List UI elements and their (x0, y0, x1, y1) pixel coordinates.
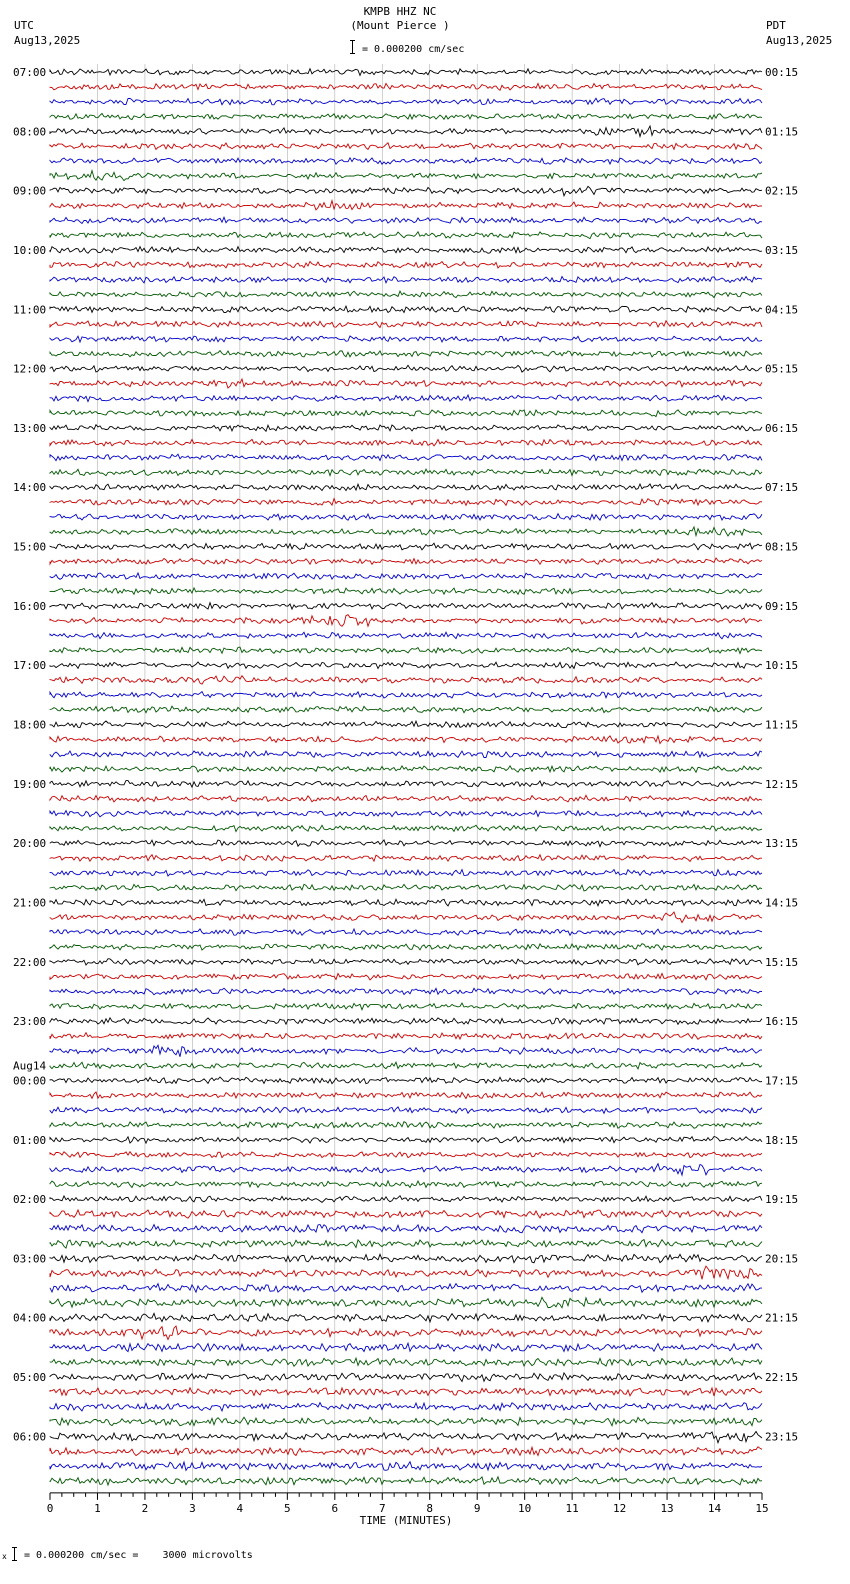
trace-line (50, 336, 762, 342)
trace-line (50, 1225, 762, 1233)
pdt-time-label: 14:15 (765, 896, 799, 910)
utc-hour-label: 01:00 (13, 1133, 47, 1147)
trace-line (50, 781, 762, 788)
trace-line (50, 1003, 762, 1010)
trace-line (50, 469, 762, 476)
trace-line (50, 855, 762, 862)
trace-line (50, 143, 762, 150)
trace-line (50, 929, 762, 935)
pdt-time-label: 00:15 (765, 66, 799, 79)
trace-line (50, 84, 762, 91)
x-tick-label: 14 (707, 1501, 722, 1515)
trace-line (50, 69, 762, 76)
pdt-time-label: 09:15 (765, 599, 799, 613)
trace-line (50, 514, 762, 521)
trace-line (50, 439, 762, 446)
trace-line (50, 1240, 762, 1249)
pdt-time-label: 21:15 (765, 1311, 799, 1325)
x-axis-title: TIME (MINUTES) (359, 1513, 453, 1527)
trace-line (50, 1062, 762, 1069)
trace-line (50, 321, 762, 328)
utc-hour-label: 14:00 (13, 481, 47, 495)
trace-line (50, 974, 762, 980)
trace-line (50, 1326, 762, 1340)
trace-line (50, 379, 762, 388)
x-tick-label: 13 (660, 1501, 674, 1515)
trace-line (50, 543, 762, 550)
trace-line (50, 1358, 762, 1366)
x-tick-label: 5 (284, 1501, 291, 1515)
trace-line (50, 573, 762, 579)
utc-hour-label: 22:00 (13, 955, 47, 969)
x-tick-label: 15 (755, 1501, 769, 1515)
trace-line (50, 1077, 762, 1084)
trace-line (50, 306, 762, 312)
trace-line (50, 1403, 762, 1411)
trace-line (50, 1045, 762, 1057)
trace-line (50, 1432, 762, 1443)
trace-line (50, 944, 762, 951)
pdt-time-label: 10:15 (765, 659, 799, 673)
right-timezone: PDT (766, 19, 786, 32)
trace-line (50, 1284, 762, 1293)
trace-line (50, 662, 762, 669)
pdt-time-label: 08:15 (765, 540, 799, 554)
trace-line (50, 1152, 762, 1158)
x-tick-label: 10 (518, 1501, 532, 1515)
trace-line (50, 825, 762, 831)
trace-line (50, 201, 762, 210)
utc-hour-label: 11:00 (13, 303, 47, 317)
pdt-time-label: 06:15 (765, 421, 799, 435)
utc-hour-label: 00:00 (13, 1074, 47, 1088)
trace-line (50, 751, 762, 758)
pdt-time-label: 23:15 (765, 1430, 799, 1444)
trace-line (50, 1388, 762, 1396)
trace-line (50, 988, 762, 995)
utc-hour-label: 19:00 (13, 777, 47, 791)
utc-hour-label: 12:00 (13, 362, 47, 376)
trace-line (50, 1462, 762, 1471)
trace-line (50, 98, 762, 105)
utc-hour-label: 09:00 (13, 184, 47, 198)
trace-line (50, 840, 762, 847)
trace-line (50, 632, 762, 639)
trace-line (50, 1373, 762, 1382)
trace-line (50, 1254, 762, 1263)
trace-line (50, 171, 762, 181)
trace-line (50, 395, 762, 402)
pdt-time-label: 15:15 (765, 955, 799, 969)
trace-line (50, 277, 762, 283)
trace-line (50, 588, 762, 594)
trace-line (50, 158, 762, 164)
corner-mark: x (2, 1552, 7, 1561)
trace-line (50, 410, 762, 417)
x-tick-label: 12 (612, 1501, 627, 1515)
trace-line (50, 959, 762, 965)
utc-hour-label: 23:00 (13, 1015, 47, 1029)
pdt-time-label: 22:15 (765, 1371, 799, 1385)
trace-line (50, 1137, 762, 1144)
trace-line (50, 186, 762, 196)
trace-line (50, 899, 762, 906)
utc-hour-label: 17:00 (13, 659, 47, 673)
pdt-time-label: 13:15 (765, 837, 799, 851)
pdt-time-label: 11:15 (765, 718, 799, 732)
trace-line (50, 499, 762, 506)
pdt-time-label: 04:15 (765, 303, 799, 317)
trace-line (50, 676, 762, 684)
x-tick-label: 0 (46, 1501, 54, 1515)
trace-line (50, 114, 762, 120)
pdt-time-label: 02:15 (765, 184, 799, 198)
trace-line (50, 1447, 762, 1456)
station-name: (Mount Pierce ) (350, 19, 450, 32)
trace-line (50, 454, 762, 460)
trace-line (50, 1313, 762, 1322)
trace-line (50, 425, 762, 432)
trace-line (50, 291, 762, 298)
pdt-time-label: 20:15 (765, 1252, 799, 1266)
left-timezone: UTC (14, 19, 34, 32)
trace-line (50, 1196, 762, 1203)
trace-line (50, 232, 762, 239)
x-tick-label: 8 (426, 1501, 434, 1515)
utc-hour-label: 05:00 (13, 1371, 47, 1385)
trace-line (50, 1092, 762, 1099)
utc-hour-label: 13:00 (13, 421, 47, 435)
trace-line (50, 1297, 762, 1308)
trace-line (50, 217, 762, 223)
trace-line (50, 558, 762, 564)
trace-line (50, 1107, 762, 1113)
trace-line (50, 1210, 762, 1218)
right-date: Aug13,2025 (766, 34, 833, 47)
trace-line (50, 1164, 762, 1175)
pdt-time-label: 01:15 (765, 125, 799, 139)
footer-scale-note: = 0.000200 cm/sec = 3000 microvolts (24, 1550, 253, 1561)
pdt-time-label: 07:15 (765, 481, 799, 495)
pdt-time-label: 03:15 (765, 243, 799, 257)
trace-line (50, 766, 762, 772)
trace-line (50, 736, 762, 744)
utc-hour-label: 08:00 (13, 125, 47, 139)
trace-line (50, 603, 762, 609)
trace-line (50, 1266, 762, 1279)
x-tick-label: 1 (94, 1501, 101, 1515)
trace-line (50, 1417, 762, 1426)
utc-hour-label: 20:00 (13, 837, 47, 851)
trace-line (50, 351, 762, 358)
station-title: KMPB HHZ NC (363, 5, 437, 18)
trace-line (50, 912, 762, 923)
trace-line (50, 126, 762, 137)
trace-line (50, 1122, 762, 1129)
x-tick-label: 11 (565, 1501, 579, 1515)
footer-scale-bar-icon (12, 1546, 17, 1560)
utc-hour-label: 02:00 (13, 1193, 47, 1207)
trace-line (50, 1477, 762, 1485)
trace-line (50, 1181, 762, 1188)
trace-line (50, 647, 762, 653)
scale-text: = 0.000200 cm/sec (362, 44, 465, 55)
date-change-label: Aug14 (13, 1059, 47, 1073)
x-tick-label: 2 (141, 1501, 149, 1515)
pdt-time-label: 18:15 (765, 1133, 799, 1147)
trace-line (50, 870, 762, 876)
utc-hour-label: 07:00 (13, 66, 47, 79)
left-date: Aug13,2025 (14, 34, 81, 47)
utc-hour-label: 10:00 (13, 243, 47, 257)
utc-hour-label: 21:00 (13, 896, 47, 910)
trace-line (50, 262, 762, 269)
trace-line (50, 484, 762, 491)
x-tick-label: 7 (378, 1501, 386, 1515)
utc-hour-label: 04:00 (13, 1311, 47, 1325)
pdt-time-label: 17:15 (765, 1074, 799, 1088)
utc-hour-label: 16:00 (13, 599, 47, 613)
x-tick-label: 9 (473, 1501, 481, 1515)
pdt-time-label: 12:15 (765, 777, 799, 791)
trace-line (50, 1018, 762, 1025)
trace-line (50, 247, 762, 254)
trace-line (50, 1343, 762, 1351)
trace-line (50, 706, 762, 713)
x-tick-label: 3 (189, 1501, 196, 1515)
trace-line (50, 811, 762, 817)
trace-line (50, 615, 762, 627)
pdt-time-label: 05:15 (765, 362, 799, 376)
pdt-time-label: 19:15 (765, 1193, 799, 1207)
utc-hour-label: 06:00 (13, 1430, 47, 1444)
trace-line (50, 795, 762, 802)
utc-hour-label: 18:00 (13, 718, 47, 732)
pdt-time-label: 16:15 (765, 1015, 799, 1029)
trace-line (50, 884, 762, 891)
utc-hour-label: 15:00 (13, 540, 47, 554)
trace-line (50, 365, 762, 372)
x-tick-label: 6 (331, 1501, 339, 1515)
utc-hour-label: 03:00 (13, 1252, 47, 1266)
trace-line (50, 692, 762, 699)
trace-line (50, 1033, 762, 1040)
trace-line (50, 527, 762, 536)
trace-line (50, 721, 762, 728)
x-tick-label: 4 (236, 1501, 244, 1515)
